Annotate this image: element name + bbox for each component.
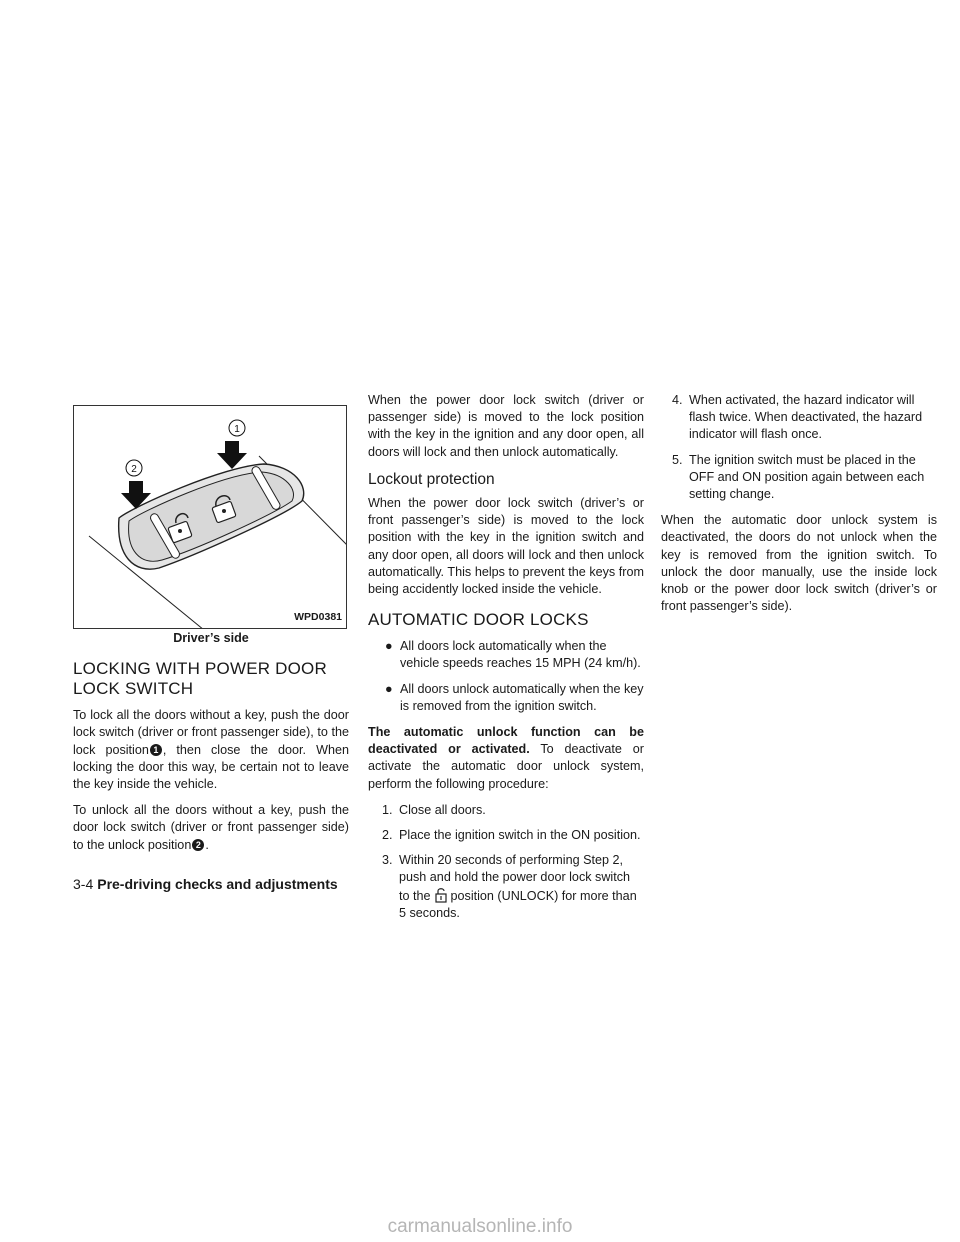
step-item <box>368 852 644 922</box>
unlocking-paragraph <box>73 802 349 854</box>
step-text: The ignition switch must be placed in the OFF and ON position again between each setting change. <box>689 452 925 502</box>
step-number: 1. <box>382 802 393 817</box>
watermark-text: carmanualsonline.info <box>387 1216 573 1237</box>
step-number: 4. <box>672 393 683 407</box>
callout-2-label: 2 <box>131 464 137 475</box>
step-text: Close all doors. <box>399 802 486 817</box>
unlocking-text-a: To unlock all the doors without a key, push the door lock switch (driver or front passenger side) to the unlock position <box>73 803 349 852</box>
step-item <box>368 827 644 844</box>
locking-text-b: , then close the door. When locking the door this way, be certain not to leave the key inside the vehicle. <box>73 742 349 792</box>
bullet-text: All doors unlock automatically when the key is removed from the ignition switch. <box>400 681 644 713</box>
section-title-automatic: AUTOMATIC DOOR LOCKS <box>368 610 589 630</box>
closing-paragraph: When the automatic door unlock system is deactivated, the doors do not unlock when the key is removed from the ignition switch. To unlock the door manually, use the inside lock knob or the power door lock switch (driver’s or front passenger’s side). <box>661 513 937 614</box>
bullet-text: All doors lock automatically when the vehicle speeds reaches 15 MPH (24 km/h). <box>400 639 641 671</box>
bullet-list <box>368 638 644 715</box>
page-number: 3-4 <box>73 876 94 892</box>
bullet-icon: ● <box>385 681 393 696</box>
chapter-title: Pre-driving checks and adjustments <box>97 876 338 892</box>
lockout-paragraph: When the power door lock switch (driver’s or front passenger’s side) is moved to the lock position with the key in the ignition switch and any door open, all doors will lock and then unlock automatically. This helps to prevent the keys from being accidently locked inside the vehicle. <box>368 496 644 597</box>
figure-code: WPD0381 <box>294 610 342 623</box>
step-text: When activated, the hazard indicator will flash twice. When deactivated, the hazard indicator will flash once. <box>689 393 923 442</box>
step-item <box>661 392 937 444</box>
callout-2-icon: 2 <box>192 839 204 851</box>
steps-list-a <box>368 802 644 922</box>
page-footer <box>73 876 338 892</box>
bullet-icon: ● <box>385 639 393 654</box>
procedure-lead-bold: The automatic unlock function can be deactivated or activated. <box>368 725 644 757</box>
door-lock-switch-figure <box>73 405 347 629</box>
list-item <box>368 638 644 672</box>
procedure-lead <box>368 724 644 793</box>
procedure-lead-rest: To deactivate or activate the automatic door unlock system, perform the following procedure: <box>368 742 644 791</box>
column-right <box>661 392 937 624</box>
step-number: 3. <box>382 853 393 868</box>
locking-paragraph <box>73 707 349 793</box>
step-number: 2. <box>382 828 393 843</box>
section-title-locking: LOCKING WITH POWER DOOR LOCK SWITCH <box>73 659 327 699</box>
step-text: Place the ignition switch in the ON position. <box>399 828 641 843</box>
intro-paragraph: When the power door lock switch (driver or passenger side) is moved to the lock position with the key in the ignition and any door open, all doors will lock and then unlock automatically. <box>368 393 644 459</box>
step-text-b: position (UNLOCK) for more than 5 seconds. <box>399 888 637 920</box>
figure-caption: Driver’s side <box>173 631 249 645</box>
section-title-lockout: Lockout protection <box>368 470 495 488</box>
list-item <box>368 681 644 715</box>
step-item <box>661 452 937 504</box>
step-text-a: Within 20 seconds of performing Step 2, push and hold the power door lock switch to the <box>399 853 631 903</box>
locking-text-a: To lock all the doors without a key, push the door lock switch (driver or front passenger side), to the lock position <box>73 708 349 757</box>
callout-1-label: 1 <box>234 424 240 435</box>
lock-switch-illustration <box>74 406 347 629</box>
steps-list-b <box>661 392 937 503</box>
unlock-icon <box>433 887 449 903</box>
unlocking-text-b: . <box>205 837 209 852</box>
column-left <box>73 405 349 863</box>
column-middle <box>368 392 644 931</box>
step-number: 5. <box>672 452 683 467</box>
step-item <box>368 802 644 819</box>
callout-1-icon: 1 <box>150 744 162 756</box>
